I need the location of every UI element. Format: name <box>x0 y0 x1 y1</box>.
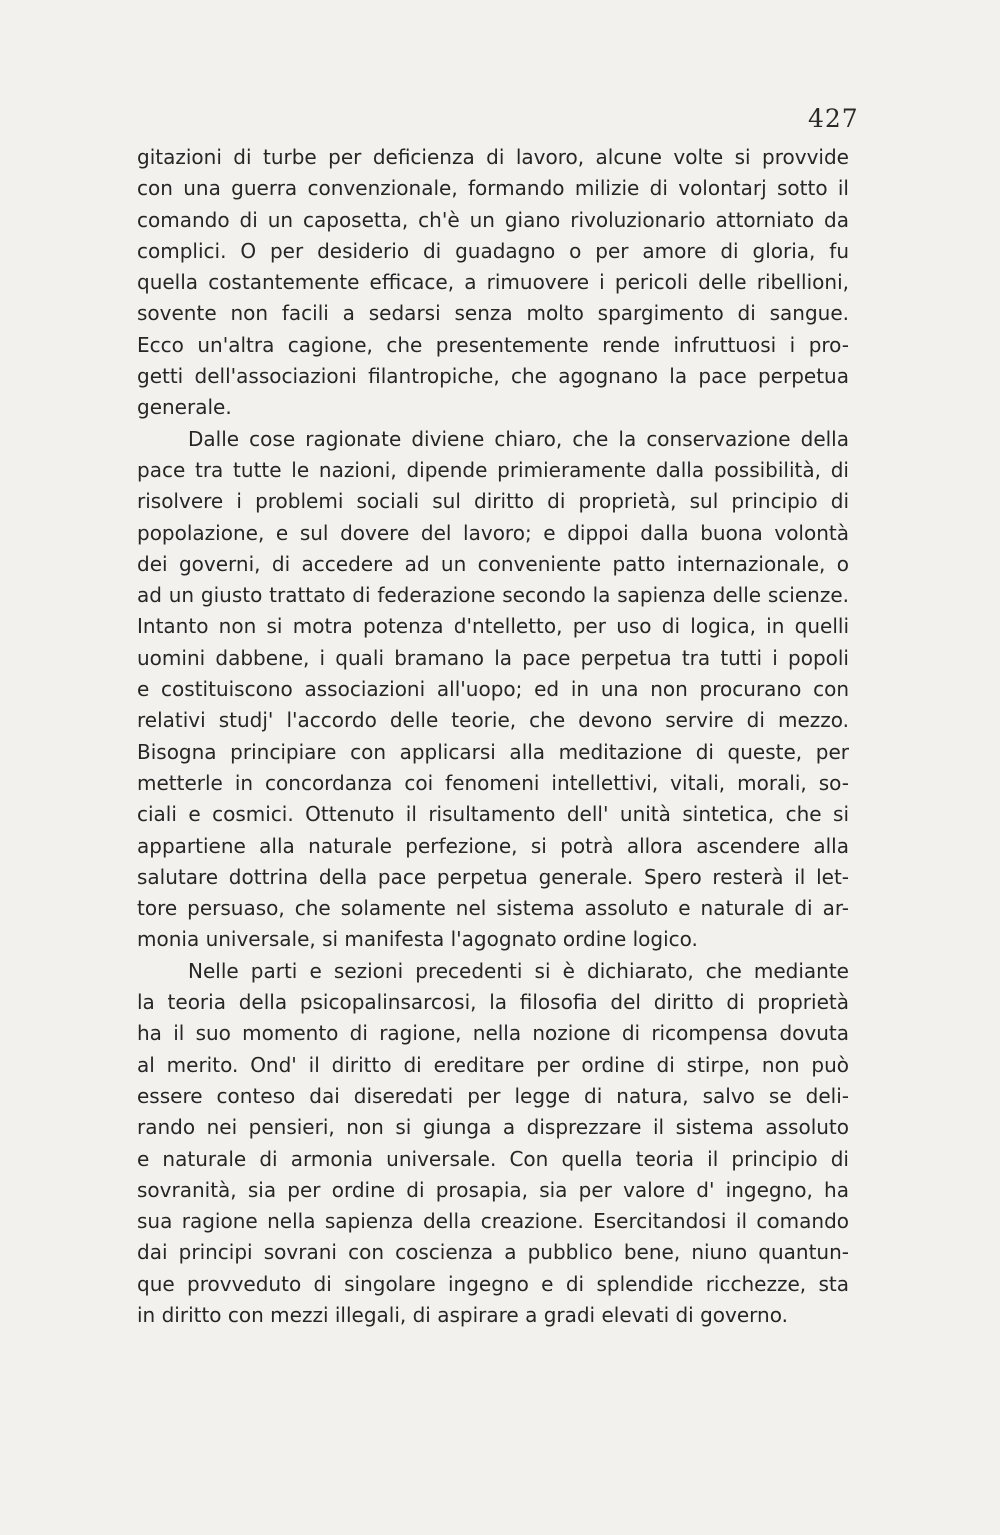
text-line: Dalle cose ragionate diviene chiaro, che la conservazione della <box>188 426 849 451</box>
text-line: dei governi, di accedere ad un conveniente patto internazionale, o <box>137 551 849 576</box>
text-line: sovente non facili a sedarsi senza molto spargimento di sangue. <box>137 301 849 326</box>
text-line: Bisogna principiare con applicarsi alla meditazione di queste, per <box>137 739 849 764</box>
text-line: sua ragione nella sapienza della creazione. Esercitandosi il comando <box>137 1209 849 1234</box>
text-line: Intanto non si motra potenza d'ntelletto, per uso di logica, in quelli <box>137 614 849 639</box>
page-number: 427 <box>808 104 859 133</box>
text-line: metterle in concordanza coi fenomeni intellettivi, vitali, morali, so- <box>137 770 849 795</box>
text-line: con una guerra convenzionale, formando milizie di volontarj sotto il <box>137 176 849 201</box>
text-line: sovranità, sia per ordine di prosapia, sia per valore d' ingegno, ha <box>137 1177 849 1202</box>
text-line: appartiene alla naturale perfezione, si potrà allora ascendere alla <box>137 833 849 858</box>
text-line: relativi studj' l'accordo delle teorie, che devono servire di mezzo. <box>137 708 849 733</box>
text-line: uomini dabbene, i quali bramano la pace perpetua tra tutti i popoli <box>137 645 849 670</box>
text-line: e naturale di armonia universale. Con quella teoria il principio di <box>137 1146 849 1171</box>
text-line: e costituiscono associazioni all'uopo; ed in una non procurano con <box>137 677 849 702</box>
text-line: ciali e cosmici. Ottenuto il risultamento dell' unità sintetica, che si <box>137 802 849 827</box>
text-line: rando nei pensieri, non si giunga a disprezzare il sistema assoluto <box>137 1115 849 1140</box>
text-line: salutare dottrina della pace perpetua generale. Spero resterà il let- <box>137 864 849 889</box>
text-line: popolazione, e sul dovere del lavoro; e dippoi dalla buona volontà <box>137 520 849 545</box>
text-line: tore persuaso, che solamente nel sistema assoluto e naturale di ar- <box>137 896 849 921</box>
text-line: Nelle parti e sezioni precedenti si è dichiarato, che mediante <box>188 958 849 983</box>
text-line: quella costantemente efficace, a rimuovere i pericoli delle ribellioni, <box>137 270 849 295</box>
text-line: comando di un caposetta, ch'è un giano rivoluzionario attorniato da <box>137 207 849 232</box>
text-line: getti dell'associazioni filantropiche, che agognano la pace perpetua <box>137 364 849 389</box>
text-line: que provveduto di singolare ingegno e di splendide ricchezze, sta <box>137 1271 849 1296</box>
text-line: ha il suo momento di ragione, nella nozione di ricompensa dovuta <box>137 1021 849 1046</box>
body-text <box>137 142 849 1331</box>
text-line: Ecco un'altra cagione, che presentemente rende infruttuosi i pro- <box>137 332 849 357</box>
text-line: monia universale, si manifesta l'agognato ordine logico. <box>137 927 698 952</box>
text-line: ad un giusto trattato di federazione secondo la sapienza delle scienze. <box>137 583 849 608</box>
text-line: pace tra tutte le nazioni, dipende primieramente dalla possibilità, di <box>137 457 849 482</box>
text-line: la teoria della psicopalinsarcosi, la filosofia del diritto di proprietà <box>137 990 849 1015</box>
text-line: in diritto con mezzi illegali, di aspirare a gradi elevati di governo. <box>137 1302 788 1327</box>
text-line: dai principi sovrani con coscienza a pubblico bene, niuno quantun- <box>137 1240 849 1265</box>
text-line: al merito. Ond' il diritto di ereditare per ordine di stirpe, non può <box>137 1052 849 1077</box>
text-line: generale. <box>137 395 232 420</box>
text-line: essere conteso dai diseredati per legge di natura, salvo se deli- <box>137 1083 849 1108</box>
text-line: complici. O per desiderio di guadagno o per amore di gloria, fu <box>137 238 849 263</box>
text-line: gitazioni di turbe per deficienza di lavoro, alcune volte si provvide <box>137 145 849 169</box>
text-line: risolvere i problemi sociali sul diritto di proprietà, sul principio di <box>137 489 849 514</box>
